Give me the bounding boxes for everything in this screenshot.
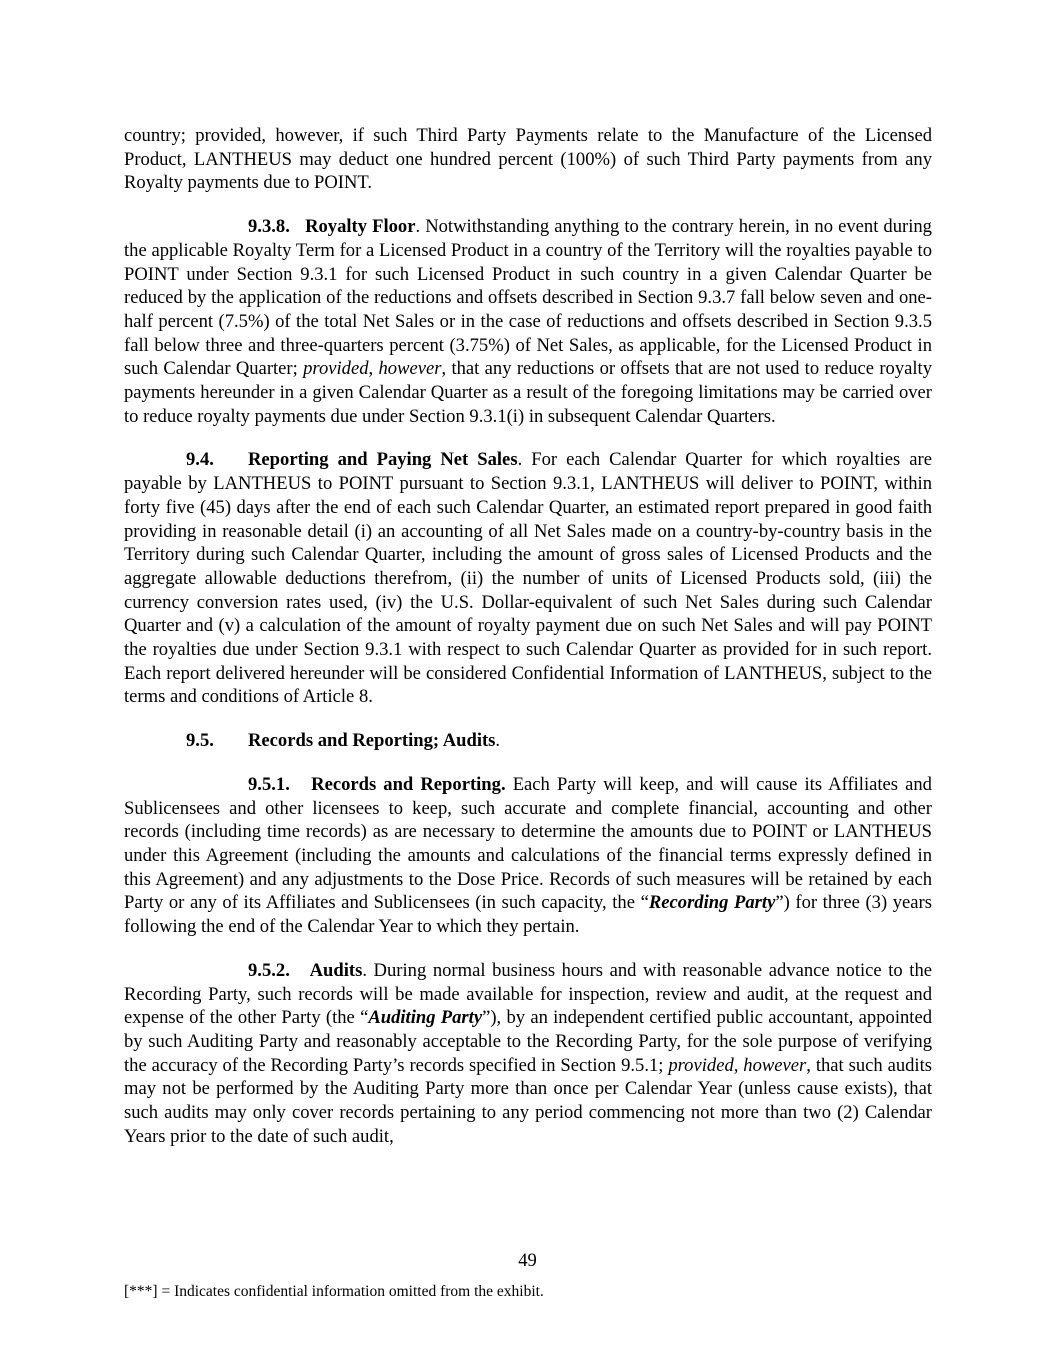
defined-term: Recording Party: [648, 892, 776, 914]
section-text: . During normal business hours and with reasonable advance notice to the Recording Party, such records will be made available for inspection, review and audit, at the request and expense of the other Party (the “: [124, 959, 932, 1029]
section-9-5: [124, 729, 932, 753]
paragraph-continuation: [124, 124, 932, 195]
section-9-5-2: [124, 959, 932, 1149]
italic-text: provided, however: [668, 1054, 807, 1076]
section-heading: Audits: [309, 959, 363, 981]
section-number: 9.5.1.: [248, 773, 290, 795]
defined-term: Auditing Party: [368, 1007, 483, 1029]
section-number: 9.5.2.: [248, 959, 290, 981]
section-text: ”) for three (3) years following the end of the Calendar Year to which they pertain.: [124, 892, 932, 938]
section-heading: Records and Reporting; Audits: [248, 730, 496, 752]
section-heading: Reporting and Paying Net Sales: [248, 449, 518, 471]
section-text: ,: [368, 358, 379, 380]
paragraph-text: country; provided, however, if such Third Party Payments relate to the Manufacture of the Licensed Product, LANTHEUS may deduct one hundred percent (100%) of such Third Party payments from any Royalty payments due to POINT.: [124, 125, 932, 194]
section-text: .: [495, 730, 501, 752]
document-body: [124, 124, 932, 1168]
section-number: 9.3.8.: [248, 216, 290, 238]
footer-note: [***] = Indicates confidential information omitted from the exhibit.: [124, 1283, 544, 1300]
section-9-4: [124, 448, 932, 709]
section-number: 9.4.: [186, 449, 214, 471]
section-text: , that any reductions or offsets that are not used to reduce royalty payments hereunder in a given Calendar Quarter as a result of the foregoing limitations may be carried over to reduce royalty payments due under Section 9.3.1(i) in subsequent Calendar Quarters.: [124, 358, 933, 427]
section-9-3-8: [124, 215, 932, 428]
section-heading: Records and Reporting.: [311, 773, 506, 795]
italic-text: provided: [303, 358, 369, 380]
section-text: , that such audits may not be performed by the Auditing Party more than once per Calendar Year (unless cause exists), that such audits may only cover records pertaining to any period commencing not more than two (2) Calendar Years prior to the date of such audit,: [124, 1054, 932, 1147]
section-text: ”), by an independent certified public accountant, appointed by such Auditing Party and reasonably acceptable to the Recording Party, for the sole purpose of verifying the accuracy of the Recording Party’s records specified in Section 9.5.1;: [124, 1007, 933, 1076]
section-text: . For each Calendar Quarter for which royalties are payable by LANTHEUS to POINT pursuant to Section 9.3.1, LANTHEUS will deliver to POINT, within forty five (45) days after the end of each such Calendar Quarter, an estimated report prepared in good faith providing in reasonable detail (i) an accounting of all Net Sales made on a country-by-country basis in the Territory during such Calendar Quarter, including the amount of gross sales of Licensed Products and the aggregate allowable deductions therefrom, (ii) the number of units of Licensed Products sold, (iii) the currency conversion rates used, (iv) the U.S. Dollar-equivalent of such Net Sales during such Calendar Quarter and (v) a calculation of the amount of royalty payment due on such Net Sales and will pay POINT the royalties due under Section 9.3.1 with respect to such Calendar Quarter as provided for in such report. Each report delivered hereunder will be considered Confidential Information of LANTHEUS, subject to the terms and conditions of Article 8.: [124, 449, 932, 708]
page-number: 49: [518, 1250, 537, 1271]
section-number: 9.5.: [186, 730, 214, 752]
section-9-5-1: [124, 773, 932, 939]
italic-text: however: [378, 358, 442, 380]
section-text: . Notwithstanding anything to the contrary herein, in no event during the applicable Royalty Term for a Licensed Product in a country of the Territory will the royalties payable to POINT under Section 9.3.1 for such Licensed Product in such country in a given Calendar Quarter be reduced by the application of the reductions and offsets described in Section 9.3.7 fall below seven and one-half percent (7.5%) of the total Net Sales or in the case of reductions and offsets described in Section 9.3.5 fall below three and three-quarters percent (3.75%) of Net Sales, as applicable, for the Licensed Product in such Calendar Quarter;: [124, 216, 932, 380]
section-heading: Royalty Floor: [305, 216, 416, 238]
section-text: Each Party will keep, and will cause its Affiliates and Sublicensees and other licensees to keep, such accurate and complete financial, accounting and other records (including time records) as are necessary to determine the amounts due to POINT or LANTHEUS under this Agreement (including the amounts and calculations of the financial terms expressly defined in this Agreement) and any adjustments to the Dose Price. Records of such measures will be retained by each Party or any of its Affiliates and Sublicensees (in such capacity, the “: [124, 773, 932, 914]
